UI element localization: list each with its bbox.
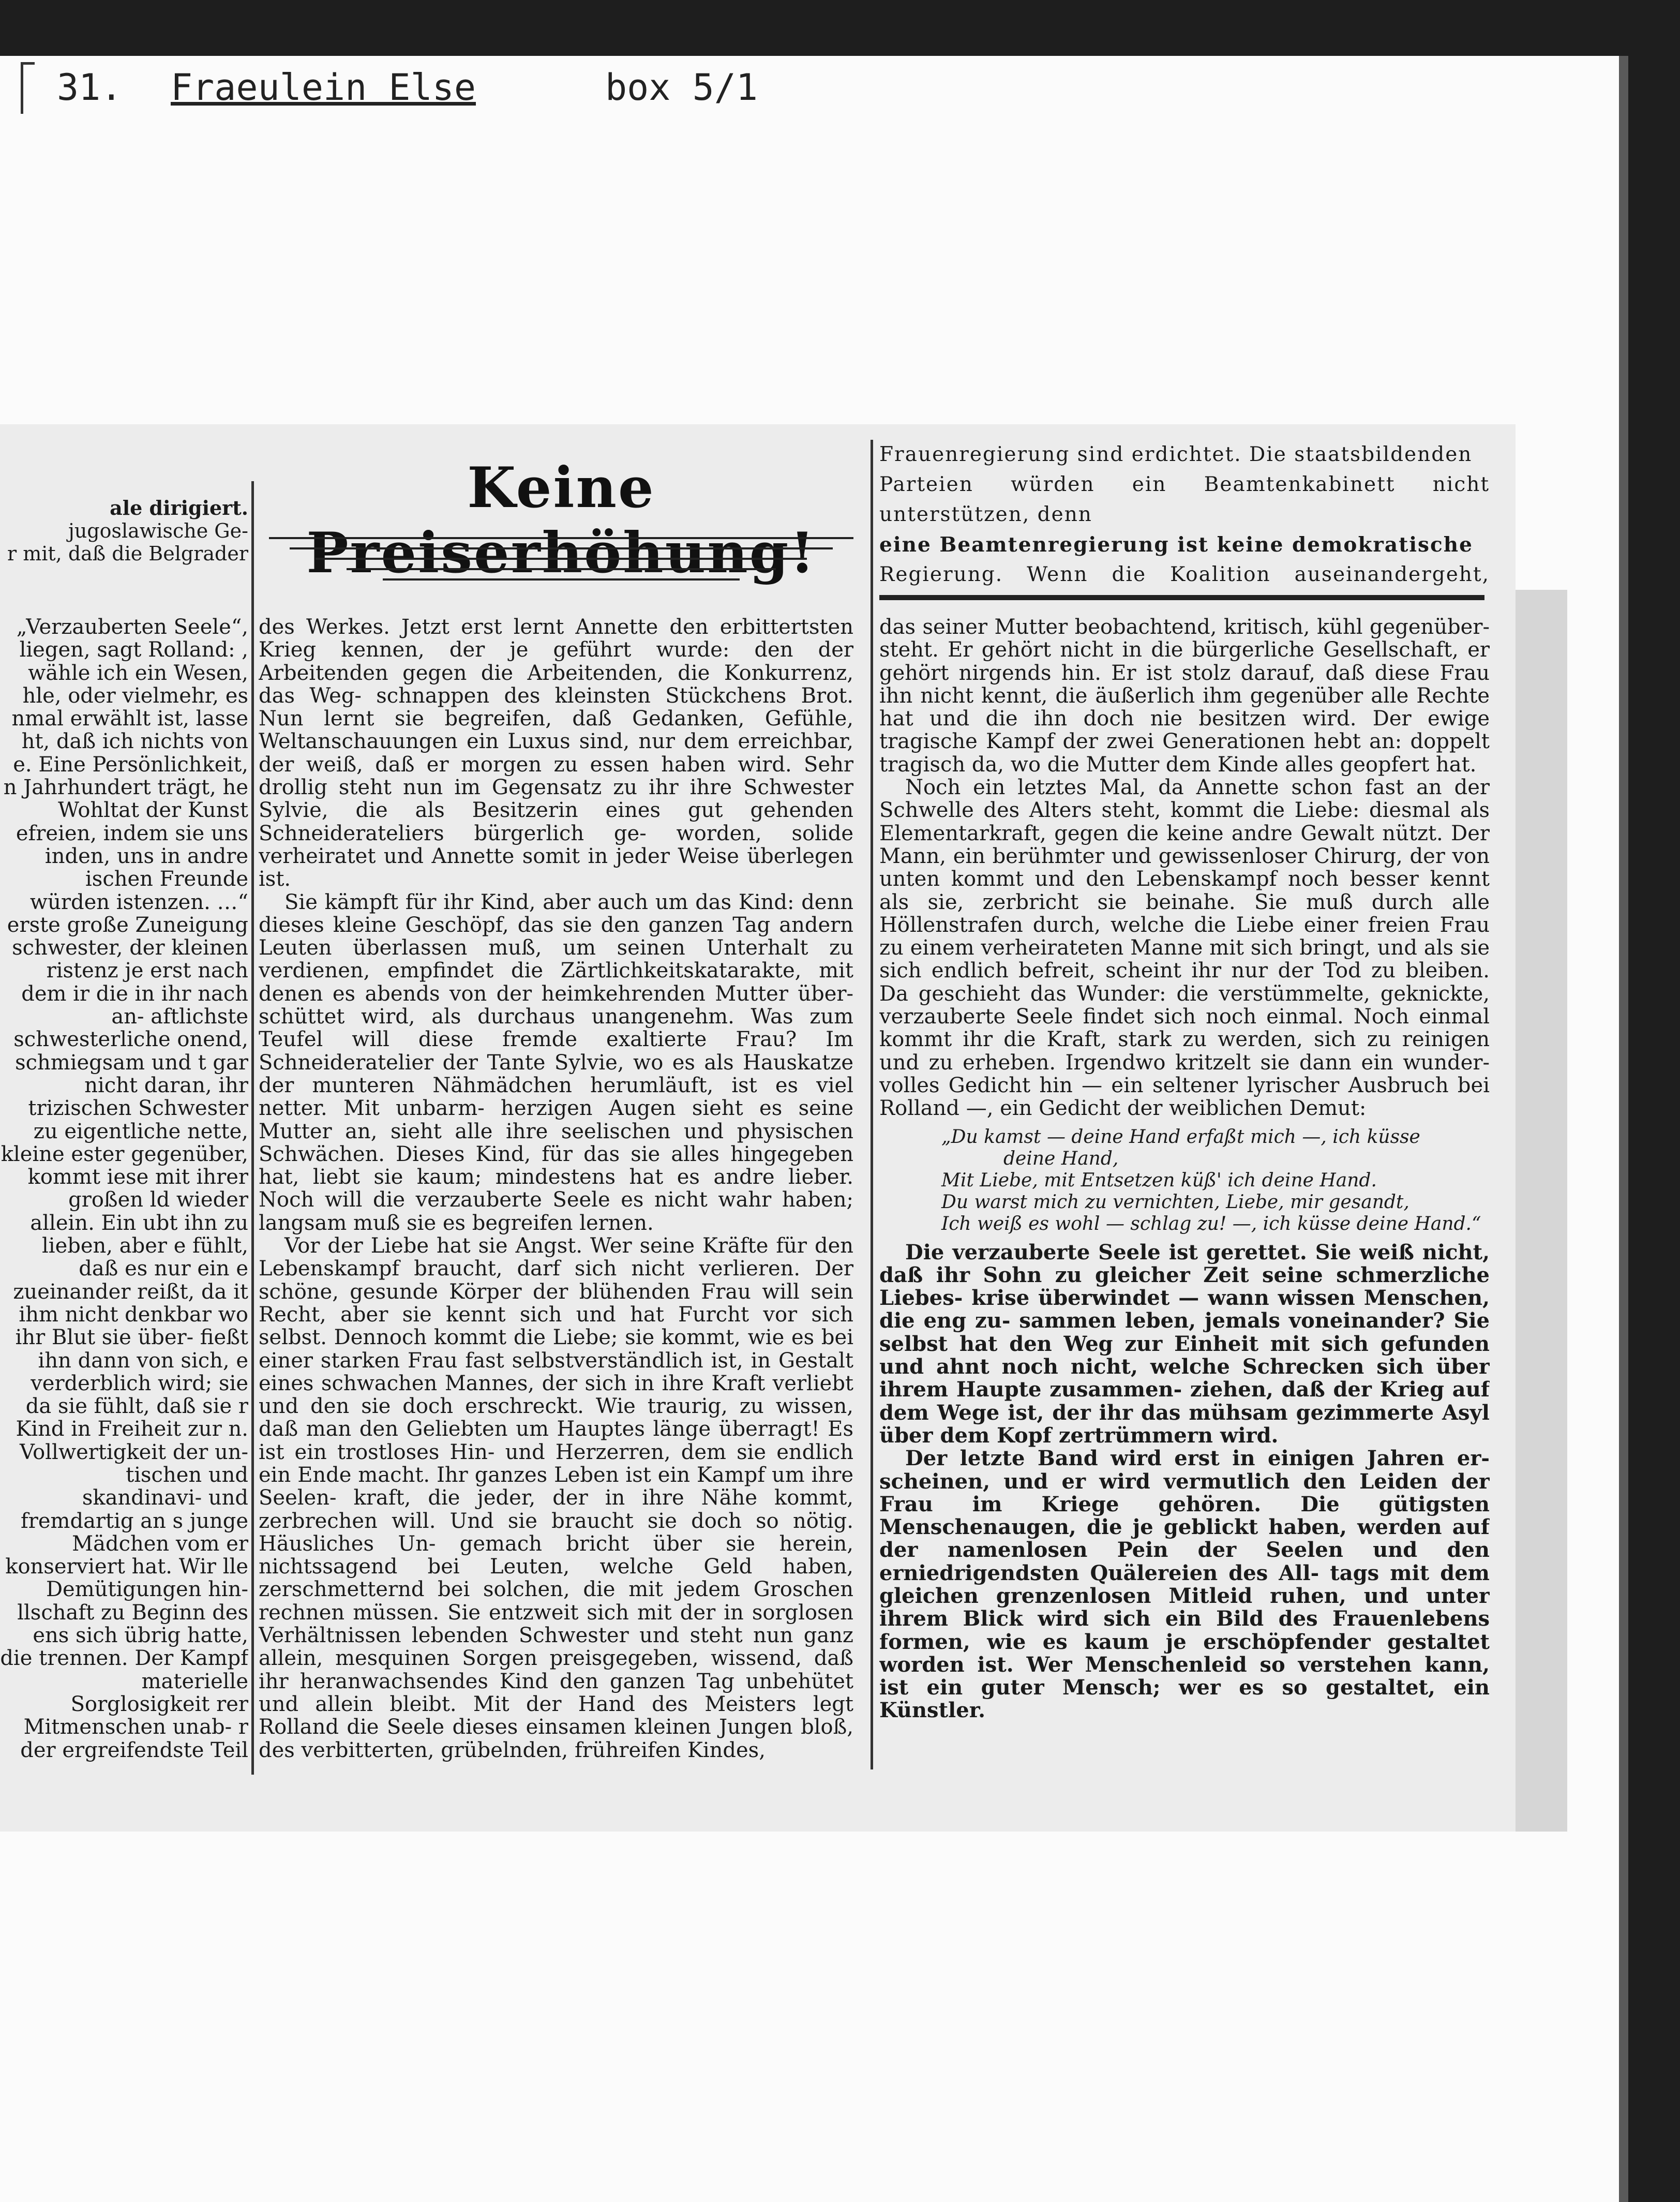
column-divider — [251, 481, 254, 1775]
paragraph: Noch ein letztes Mal, da Annette schon fast an der Schwelle des Alters steht, kommt die Liebe: diesmal als Elementarkraft, gegen die keine andre Gewalt nützt. Der Mann, ein berühmter und gewissenloser Chirurg, der von unten kommt und den Lebenskampf noch besser kennt als sie, zerbricht sie beinahe. Sie muß durch alle Höllenstrafen durch, welche die Liebe einer freien Frau zu einem verheirateten Manne mit sich bringt, und als sie sich endlich befreit, scheint ihr nur der Tod zu bleiben. Da geschieht das Wunder: die verstümmelte, geknickte, verzauberte Seele findet sich noch einmal. Noch einmal kommt ihr die Kraft, stark zu werden, sich zu reinigen und zu erheben. Irgendwo kritzelt sie dann ein wunder- volles Gedicht hin — ein seltener lyrischer Ausbruch bei Rolland —, ein Gedicht der weiblichen Demut: — [879, 776, 1490, 1121]
poem-line: Ich weiß es wohl — schlag zu! —, ich küsse deine Hand.“ — [941, 1213, 1481, 1234]
poem-line: Du warst mich zu vernichten, Liebe, mir gesandt, — [941, 1191, 1409, 1213]
text-line: r mit, daß die Belgrader — [7, 542, 248, 565]
corner-bracket — [21, 62, 35, 114]
headline: Keine Preiserhöhung! — [306, 455, 816, 586]
paragraph: Die verzauberte Seele ist gerettet. Sie weiß nicht, daß ihr Sohn zu gleicher Zeit seine schmerzliche Liebes- krise überwindet — wann wissen Menschen, die eng zu- sammen leben, jemals voneinander? Sie selbst hat den Weg zur Einheit mit sich gefunden und ahnt noch nicht, welche Schrecken sich über ihrem Haupte zusammen- ziehen, daß der Krieg auf dem Wege ist, der ihr das mühsam gezimmerte Asyl über dem Kopf zertrümmern wird. — [879, 1240, 1490, 1448]
paragraph: das seiner Mutter beobachtend, kritisch, kühl gegenüber- steht. Er gehört nicht in die bürgerliche Gesellschaft, er gehört nirgends hin. Er ist stolz darauf, daß diese Frau ihn nicht kennt, die äußerlich ihm gegenüber alle Rechte hat und die ihn doch nie besitzen wird. Der ewige tragische Kampf der zwei Generationen hebt an: doppelt tragisch da, wo die Mutter dem Kinde alles geopfert hat. — [879, 616, 1490, 777]
paragraph: „Verzauberten Seele“, liegen, sagt Rolland: , wähle ich ein Wesen, hle, oder vielmehr, es nmal erwählt ist, lasse ht, daß ich nichts von e. Eine Persönlichkeit, n Jahrhundert trägt, he Wohltat der Kunst efreien, indem sie uns inden, uns in andre ischen Freunde würden istenzen. …“ erste große Zuneigung schwester, der kleinen ristenz je erst nach dem ir die in ihr nach an- aftlichste schwesterliche onend, schmiegsam und t gar nicht daran, ihr trizischen Schwester zu eigentliche nette, kleine ester gegenüber, kommt iese mit ihrer großen ld wieder allein. Ein ubt ihn zu lieben, aber e fühlt, daß es nur ein e zueinander reißt, da it ihm nicht denkbar wo ihr Blut sie über- fießt ihn dann von sich, e verderblich wird; sie da sie fühlt, daß sie r Kind in Freiheit zur n. Vollwertigkeit der un- tischen und skandinavi- und fremdartig an s junge Mädchen vom er konserviert hat. Wir lle Demütigungen hin- llschaft zu Beginn des ens sich übrig hatte, die trennen. Der Kampf materielle Sorglosigkeit rer Mitmenschen unab- r der ergreifendste Teil — [0, 616, 248, 1762]
poem-line: Mit Liebe, mit Entsetzen küß' ich deine Hand. — [941, 1169, 1377, 1191]
section-rule — [879, 595, 1484, 600]
column-a — [0, 616, 248, 1769]
archive-header — [21, 62, 848, 119]
column-c — [879, 616, 1490, 1769]
poem-line: deine Hand, — [1003, 1148, 1119, 1169]
text-line: Regierung. Wenn die Koalition auseinandergeht, — [879, 563, 1490, 586]
headline-rule-lines — [269, 533, 853, 595]
text-line: eine Beamtenregierung ist keine demokratische — [879, 533, 1473, 557]
column-c-top — [879, 440, 1490, 590]
text-line: Parteien würden ein Beamtenkabinett nicht unterstützen, denn — [879, 473, 1490, 526]
column-divider — [871, 440, 873, 1769]
paragraph: Vor der Liebe hat sie Angst. Wer seine Kräfte für den Lebenskampf braucht, darf sich nicht verlieren. Der schöne, gesunde Körper der blühenden Frau will sein Recht, aber sie kennt sich und hat Furcht vor sich selbst. Dennoch kommt die Liebe; sie kommt, wie es bei einer starken Frau fast selbstverständlich ist, in Gestalt eines schwachen Mannes, der sich in ihre Kraft verliebt und den sie doch erschreckt. Wie traurig, zu wissen, daß man den Geliebten um Hauptes länge überragt! Es ist ein trostloses Hin- und Herzerren, dem sie endlich ein Ende macht. Ihr ganzes Leben ist ein Kampf um ihre Seelen- kraft, die jeder, der in ihre Nähe kommt, zerbrechen will. Und sie braucht sie doch so nötig. Häusliches Un- gemach bricht über sie herein, nichtssagend bei Leuten, welche Geld haben, zerschmetternd bei solchen, die mit jedem Groschen rechnen müssen. Sie entzweit sich mit der in sorglosen Verhältnissen lebenden Schwester und steht nun ganz allein, mesquinen Sorgen preisgegeben, wissend, daß ihr heranwachsendes Kind den ganzen Tag unbehütet und allein bleibt. Mit der Hand des Meisters legt Rolland die Seele dieses einsamen kleinen Jungen bloß, des verbitterten, grübelnden, frühreifen Kindes, — [259, 1234, 853, 1762]
folder-number: 31. — [57, 66, 123, 109]
poem — [941, 1126, 1490, 1235]
poem-line: „Du kamst — deine Hand erfaßt mich —, ich küsse — [941, 1126, 1420, 1148]
text-line: Frauenregierung sind erdichtet. Die staatsbildenden — [879, 443, 1473, 466]
column-a-top — [0, 497, 248, 585]
text-line: ale dirigiert. — [110, 497, 248, 519]
paragraph: Der letzte Band wird erst in einigen Jahren er- scheinen, und er wird vermutlich den Leiden der Frau im Kriege gehören. Die gütigsten Menschenaugen, die je geblickt haben, werden auf der namenlosen Pein der Seelen und den erniedrigendsten Quälereien des All- tags mit dem gleichen grenzenlosen Mitleid ruhen, und unter ihrem Blick wird sich ein Bild des Frauenlebens formen, wie es kaum je erschöpfender gestaltet worden ist. Wer Menschenleid so verstehen kann, ist ein guter Mensch; wer es so gestaltet, ein Künstler. — [879, 1446, 1490, 1723]
clipping-shadow — [1516, 590, 1567, 1832]
text-line: jugoslawische Ge- — [68, 519, 248, 542]
sheet-edge — [1619, 56, 1628, 2202]
box-label: box 5/1 — [605, 66, 758, 109]
paragraph: Sie kämpft für ihr Kind, aber auch um das Kind: denn dieses kleine Geschöpf, das sie den ganzen Tag andern Leuten überlassen muß, um seinen Unterhalt zu verdienen, empfindet die Zärtlichkeitskatarakte, mit denen es abends von der heimkehrenden Mutter über- schüttet wird, als durchaus unangenehm. Was zum Teufel will diese fremde exaltierte Frau? Im Schneideratelier der Tante Sylvie, wo es als Hauskatze der munteren Nähmädchen herumläuft, ist es viel netter. Mit unbarm- herzigen Augen sieht es seine Mutter an, sieht alle ihre seelischen und physischen Schwächen. Dieses Kind, für das sie alles hingegeben hat, liebt sie kaum; mindestens hat es andre lieber. Noch will die verzauberte Seele es nicht wahr haben; langsam muß sie es begreifen lernen. — [259, 890, 853, 1235]
folder-title: Fraeulein Else — [171, 66, 476, 109]
column-b — [259, 616, 853, 1769]
paragraph: des Werkes. Jetzt erst lernt Annette den erbittertsten Krieg kennen, der je geführt wurde: den der Arbeitenden gegen die Arbeitenden, die Konkurrenz, das Weg- schnappen des kleinsten Stückchens Brot. Nun lernt sie begreifen, daß Gedanken, Gefühle, Weltanschauungen ein Luxus sind, nur dem erreichbar, der weiß, daß er morgen zu essen haben wird. Sehr drollig steht nun im Gegensatz zu ihr ihre Schwester Sylvie, die als Besitzerin eines gut gehenden Schneiderateliers bürgerlich ge- worden, solide verheiratet und Annette somit in jeder Weise überlegen ist. — [259, 616, 853, 891]
